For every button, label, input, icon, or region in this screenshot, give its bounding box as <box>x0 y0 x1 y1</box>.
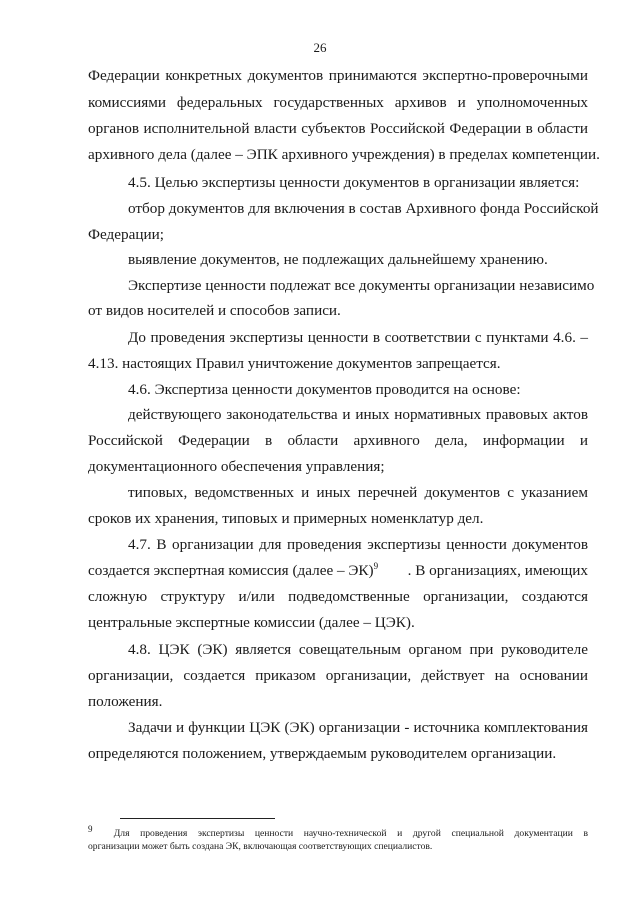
text-line: отбор документов для включения в состав Архивного фонда Российской <box>128 200 599 217</box>
text-line: документационного обеспечения управления; <box>88 458 385 475</box>
text-line: центральные экспертные комиссии (далее – ЦЭК). <box>88 614 415 631</box>
text-line: архивного дела (далее – ЭПК архивного учреждения) в пределах компетенции. <box>88 146 600 163</box>
text-line: комиссиями федеральных государственных архивов и уполномоченных <box>88 94 588 111</box>
text-line: сроков их хранения, типовых и примерных номенклатур дел. <box>88 510 484 527</box>
text-line: 4.7. В организации для проведения экспертизы ценности документов <box>128 536 588 553</box>
text-line: Задачи и функции ЦЭК (ЭК) организации - источника комплектования <box>128 719 588 736</box>
text-line: Экспертизе ценности подлежат все документы организации независимо <box>128 277 595 294</box>
footnote-line <box>88 823 589 840</box>
text-segment <box>88 561 378 581</box>
footnote-marker: 9 <box>88 823 93 834</box>
text-line: Российской Федерации в области архивного дела, информации и <box>88 432 588 449</box>
text-line: выявление документов, не подлежащих дальнейшему хранению. <box>128 251 548 268</box>
text-line: Федерации; <box>88 226 164 243</box>
text-line: органов исполнительной власти субъектов Российской Федерации в области <box>88 120 588 137</box>
text-line: типовых, ведомственных и иных перечней документов с указанием <box>128 484 588 501</box>
page-number: 26 <box>313 40 327 55</box>
text-line: сложную структуру и/или подведомственные организации, создаются <box>88 588 588 605</box>
text-line: положения. <box>88 693 163 710</box>
footnote-line: организации может быть создана ЭК, включающая соответствующих специалистов. <box>88 841 433 852</box>
text-line: определяются положением, утверждаемым руководителем организации. <box>88 745 557 762</box>
footnote-divider <box>120 818 275 819</box>
footnote-text: Для проведения экспертизы ценности научно-технической и другой специальной документации в <box>113 828 589 839</box>
text-line: 4.13. настоящих Правил уничтожение документов запрещается. <box>88 355 501 372</box>
text-line <box>88 561 588 581</box>
text-line: действующего законодательства и иных нормативных правовых актов <box>128 406 588 423</box>
text-line: 4.5. Целью экспертизы ценности документов в организации является: <box>128 174 580 191</box>
text-line: Федерации конкретных документов принимаются экспертно-проверочными <box>88 67 588 84</box>
text-line: 4.6. Экспертиза ценности документов проводится на основе: <box>128 381 521 398</box>
text-line: организации, создается приказом организации, действует на основании <box>88 667 588 684</box>
text-segment: создается экспертная комиссия (далее – ЭК) <box>88 562 374 579</box>
text-line: от видов носителей и способов записи. <box>88 302 341 319</box>
text-line: 4.8. ЦЭК (ЭК) является совещательным органом при руководителе <box>128 641 588 658</box>
text-segment: . В организациях, имеющих <box>407 562 588 579</box>
footnote-reference[interactable]: 9 <box>373 560 379 571</box>
text-line: До проведения экспертизы ценности в соответствии с пунктами 4.6. – <box>128 329 588 346</box>
